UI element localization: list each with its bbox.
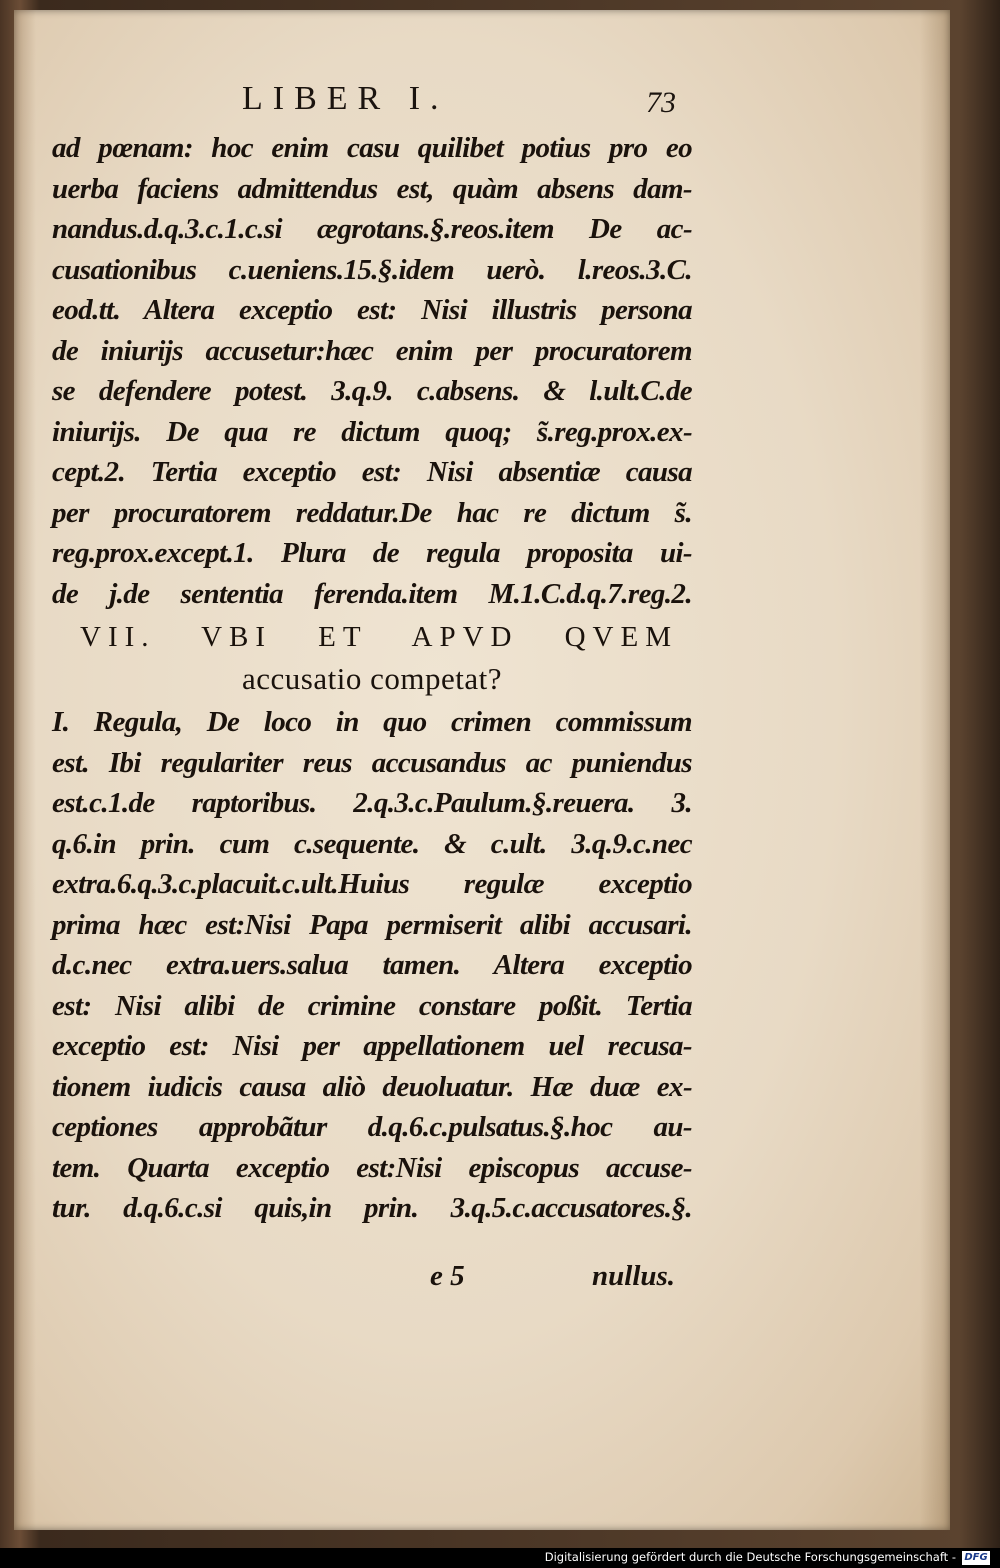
text-block <box>52 128 692 1229</box>
text-line: tionem iudicis causa aliò deuoluatur. Hæ duæ ex- <box>52 1070 692 1103</box>
text-line: est.c.1.de raptoribus. 2.q.3.c.Paulum.§.reuera. 3. <box>52 787 692 819</box>
catchword: nullus. <box>592 1260 676 1292</box>
paragraph-2 <box>52 702 692 1229</box>
text-line: prima hæc est:Nisi Papa permiserit alibi accusari. <box>52 908 692 941</box>
text-line: tem. Quarta exceptio est:Nisi episcopus accuse- <box>52 1151 692 1184</box>
page-edge-shadow <box>920 10 950 1530</box>
funding-credit: Digitalisierung gefördert durch die Deutsche Forschungsgemeinschaft - <box>544 1550 956 1564</box>
text-line: ceptiones approbãtur d.q.6.c.pulsatus.§.hoc au- <box>52 1111 692 1143</box>
text-line: eod.tt. Altera exceptio est: Nisi illustris persona <box>52 294 692 326</box>
text-line: est: Nisi alibi de crimine constare poßit. Tertia <box>52 989 692 1022</box>
text-line: exceptio est: Nisi per appellationem uel recusa- <box>52 1030 692 1062</box>
page-header <box>14 80 950 130</box>
page-footer-line <box>52 1260 692 1300</box>
text-line: d.c.nec extra.uers.salua tamen. Altera exceptio <box>52 949 692 981</box>
text-line: extra.6.q.3.c.placuit.c.ult.Huius regulæ exceptio <box>52 868 692 900</box>
section-heading <box>52 616 692 700</box>
book-page <box>14 10 950 1530</box>
text-line: tur. d.q.6.c.si quis,in prin. 3.q.5.c.accusatores.§. <box>52 1192 692 1224</box>
text-line: nandus.d.q.3.c.1.c.si ægrotans.§.reos.item De ac- <box>52 213 692 245</box>
text-line: de iniurijs accusetur:hæc enim per procuratorem <box>52 334 692 367</box>
paragraph-1 <box>52 128 692 614</box>
signature-mark: e 5 <box>430 1260 465 1292</box>
text-line: iniurijs. De qua re dictum quoq; s̃.reg.prox.ex- <box>52 415 692 448</box>
text-line: est. Ibi regulariter reus accusandus ac puniendus <box>52 746 692 779</box>
text-line: per procuratorem reddatur.De hac re dictum s̃. <box>52 496 692 529</box>
page-number: 73 <box>646 86 676 119</box>
running-head: LIBER I. <box>242 80 449 117</box>
text-line: reg.prox.except.1. Plura de regula proposita ui- <box>52 537 692 569</box>
text-line: uerba faciens admittendus est, quàm absens dam- <box>52 172 692 205</box>
text-line: se defendere potest. 3.q.9. c.absens. & l.ult.C.de <box>52 375 692 407</box>
page-gutter-shadow <box>14 10 36 1530</box>
text-line: I. Regula, De loco in quo crimen commissum <box>52 706 692 738</box>
text-line: q.6.in prin. cum c.sequente. & c.ult. 3.q.9.c.nec <box>52 827 692 860</box>
dfg-logo: DFG <box>962 1551 990 1565</box>
section-heading-line-1: VII. VBI ET APVD QVEM <box>80 621 678 653</box>
text-line: de j.de sententia ferenda.item M.1.C.d.q.7.reg.2. <box>52 577 692 610</box>
text-line: cusationibus c.ueniens.15.§.idem uerò. l.reos.3.C. <box>52 253 692 286</box>
text-line: cept.2. Tertia exceptio est: Nisi absentiæ causa <box>52 456 692 488</box>
section-heading-line-2: accusatio competat? <box>242 661 502 696</box>
text-line: ad pœnam: hoc enim casu quilibet potius pro eo <box>52 132 692 164</box>
digitization-footer <box>0 1548 1000 1568</box>
